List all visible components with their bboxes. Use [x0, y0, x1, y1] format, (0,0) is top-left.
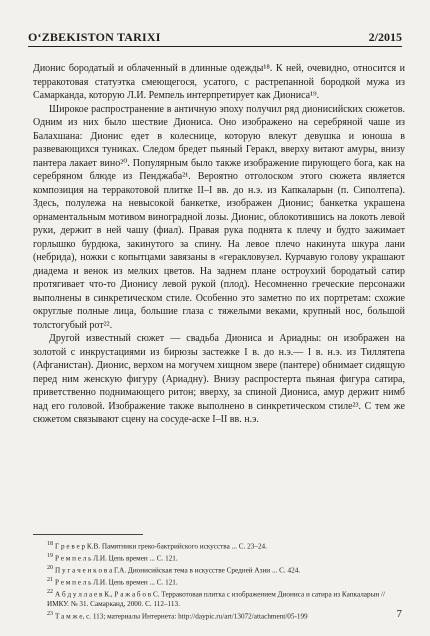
footnote-number: 20 — [47, 564, 53, 571]
article-body — [33, 62, 405, 427]
footnotes — [33, 540, 405, 622]
footnote-number: 21 — [47, 576, 53, 583]
footnote-20 — [33, 564, 405, 576]
footnote-number: 22 — [47, 588, 53, 595]
paragraph-1: Дионис бородатый и облаченный в длинные одежды¹⁸. К ней, очевидно, относится и терракотовая статуэтка смеющегося, усатого, с растрепанной бородкой мужа из Самарканда, которую Л.И. Ремпель интерпретирует как Диониса¹⁹. — [33, 63, 405, 101]
footnote-text: Т а м ж е, с. 113; материалы Интернета: http://daypic.ru/art/13072/attachment/05-199 — [55, 611, 308, 620]
footnote-divider — [33, 534, 143, 535]
footnote-text: Г р е в е р К.В. Памятники греко-бактрийского искусства ... С. 23–24. — [55, 542, 267, 551]
page-number: 7 — [396, 608, 402, 620]
running-header — [28, 30, 402, 47]
journal-title: O‘ZBEKISTON TARIXI — [28, 30, 161, 44]
footnote-19 — [33, 552, 405, 564]
paragraph-3: Другой известный сюжет — свадьба Диониса и Ариадны: он изображен на золотой с инкрустациями из бирюзы застежке I в. до н.э.— I в. н.э. из Тиллятепа (Афганистан). Дионис, верхом на могучем хищном звере (пантере) обнимает сидящую перед ним женскую фигуру (Ариадну). Внизу распростерта пьяная фигура сатира, приветственно поднимающего ритон; вверху, за спиной Диониса, амур держит нимб над его головой. Изображение также выполнено в синкретическом стиле²³. С тем же сюжетом связывают сцену на сосуде-аске I–II вв. н.э. — [33, 333, 405, 425]
paragraph-2: Широкое распространение в античную эпоху получил ряд дионисийских сюжетов. Одним из них было шествие Диониса. Оно изображено на серебряной чаше из Балахшана: Дионис едет в колеснице, которую влекут девушка и юноша в развевающихся туниках. Следом бредет пьяный Геракл, вверху витают амуры, внизу пантера лакает вино²⁰. Популярным было также изображение пирующего бога, как на серебряном блюде из Пенджаба²¹. Вероятно отголоском этого сюжета является композиция на терракотовой плитке II–I вв. до н.э. из Капкаларын (п. Сиполтепа). Здесь, полулежа на невысокой банкетке, изображен Дионис; банкетка украшена орнаментальным мотивом виноградной лозы. Дионис, облокотившись на локоть левой руки, держит в ней чашу (фиал). Правая рука поднята к плечу и будто зажимает горлышко бурдюка, закинутого за спину. На левое плечо накинута шкура лани (небрида), ножки с копытцами завязаны в «геракловузел. Курчавую голову украшают диадема и венок из мелких цветов. На заднем плане остроухий бородатый сатир протягивает что-то Дионису левой рукой (плод). Несомненно греческие персонажи выполнены в синкретическом стиле. Особенно это заметно по их портретам: схожие округлые полные лица, большие глаза с тяжелыми веками, крупный нос, большой толстогубый рот²². — [33, 103, 405, 331]
footnote-text: Р е м п е л ь Л.И. Цепь времен ... С. 121. — [55, 578, 178, 587]
footnote-18 — [33, 540, 405, 552]
footnote-number: 23 — [47, 610, 53, 617]
footnote-number: 19 — [47, 552, 53, 559]
footnote-text: Р е м п е л ь Л.И. Цепь времен ... С. 121. — [55, 554, 178, 563]
footnote-23 — [33, 610, 405, 622]
footnote-text: А б д у л л а е в К., Р а ж а б о в С. Терракотовая плитка с изображением Диониса и сатира из Капкаларын // ИМКУ. № 31. Самарканд, 2000. С. 112–113. — [47, 590, 386, 608]
issue-number: 2/2015 — [368, 30, 402, 44]
footnote-text: П у г а ч е н к о в а Г.А. Дионисийская тема в искусстве Средней Азии ... С. 424. — [55, 566, 301, 575]
footnote-number: 18 — [47, 541, 53, 547]
footnote-22 — [33, 588, 405, 610]
footnote-21 — [33, 576, 405, 588]
